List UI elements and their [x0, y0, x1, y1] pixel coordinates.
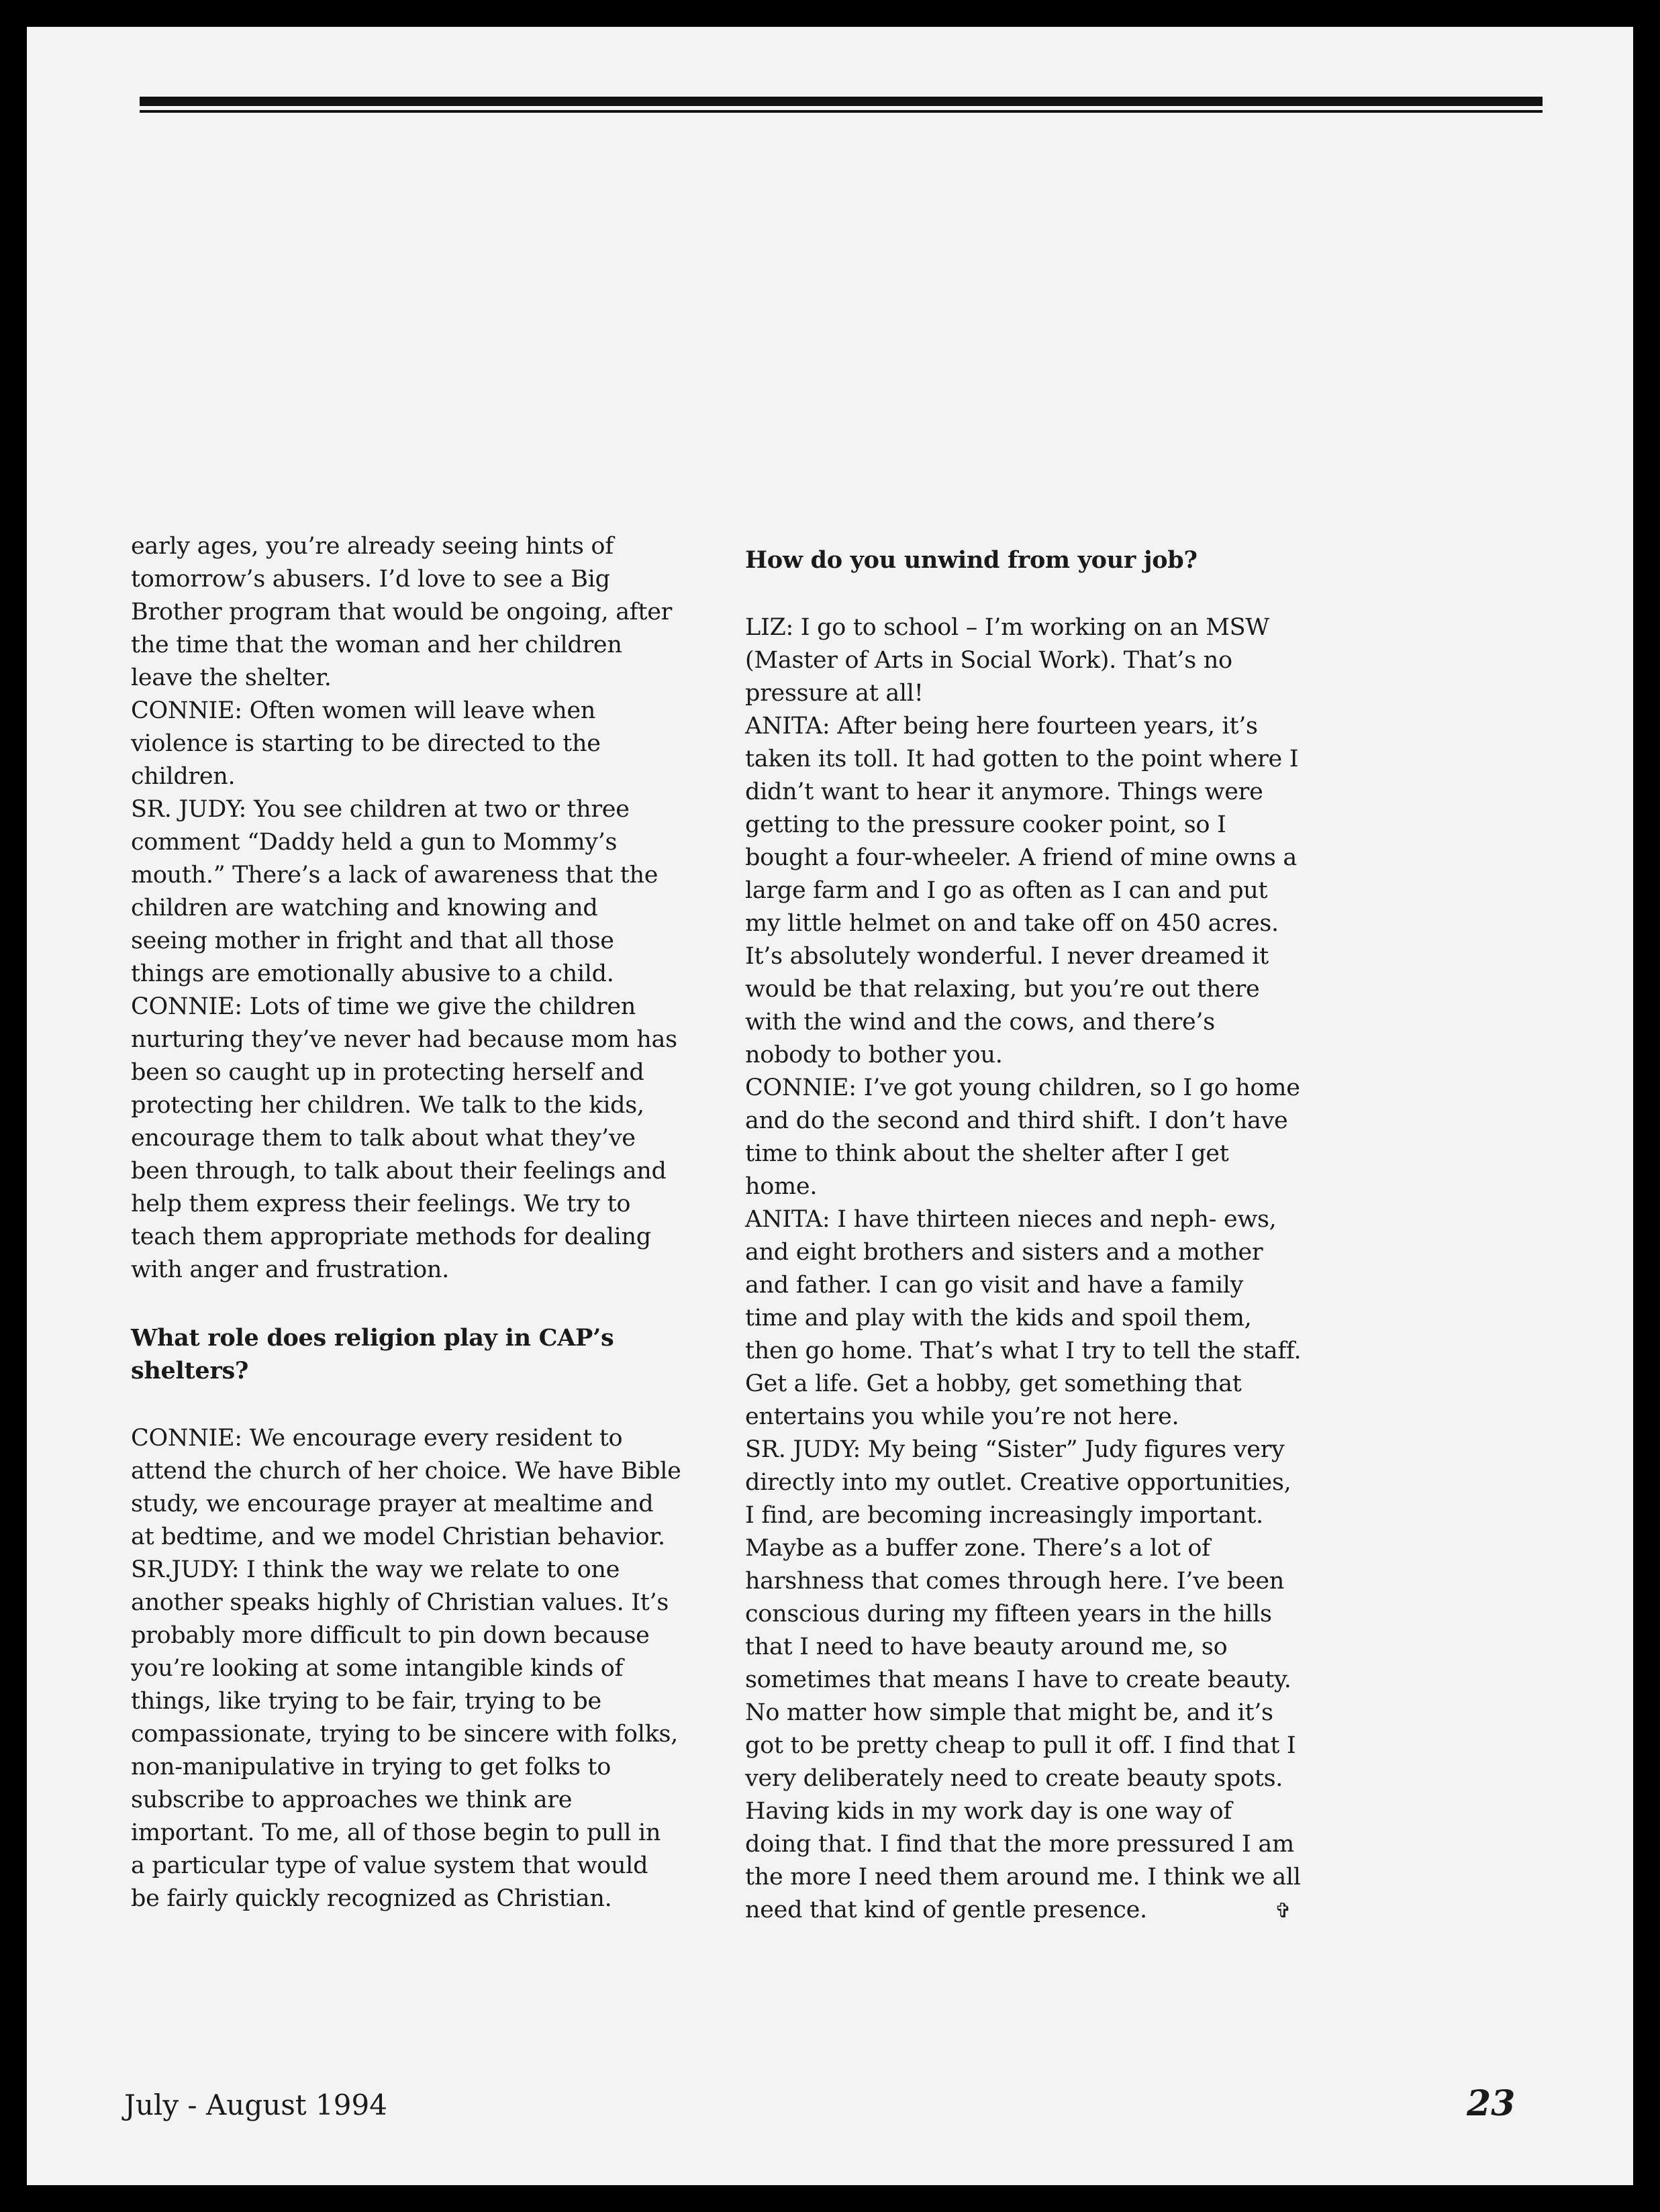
- paragraph: early ages, you’re already seeing hints of tomorrow’s abusers. I’d love to see a Big Brother program that would be ongoing, after the time that the woman and her children leave the shelter.: [131, 533, 673, 691]
- left-column: [131, 530, 681, 1915]
- paragraph: ANITA: I have thirteen nieces and neph- ews, and eight brothers and sisters and a mother and father. I can go visit and have a family time and play with the kids and spoil them, then go home. That’s what I try to tell the staff. Get a life. Get a hobby, get something that entertains you while you’re not here.: [745, 1206, 1302, 1430]
- paragraph-text: SR. JUDY: My being “Sister” Judy figures very directly into my outlet. Creative opportunities, I find, are becoming increasingly important. Maybe as a buffer zone. There’s a lot of harshness that comes through here. I’ve been conscious during my fifteen years in the hills that I need to have beauty around me, so sometimes that means I have to create beauty. No matter how simple that might be, and it’s got to be pretty cheap to pull it off. I find that I very deliberately need to create beauty spots. Having kids in my work day is one way of doing that. I find that the more pressured I am the more I need them around me. I think we all need that kind of gentle presence.: [745, 1436, 1301, 1923]
- page-number: 23: [1467, 2083, 1516, 2124]
- right-column: [745, 544, 1302, 1927]
- paragraph: CONNIE: I’ve got young children, so I go home and do the second and third shift. I don’t have time to think about the shelter after I get home.: [745, 1074, 1300, 1200]
- paragraph: CONNIE: We encourage every resident to attend the church of her choice. We have Bible study, we encourage prayer at mealtime and at bedtime, and we model Christian behavior.: [131, 1425, 681, 1550]
- paragraph: SR. JUDY: You see children at two or three comment “Daddy held a gun to Mommy’s mouth.” There’s a lack of awareness that the children are watching and knowing and seeing mother in fright and that all those things are emotionally abusive to a child.: [131, 796, 658, 987]
- magazine-page: [27, 27, 1633, 2185]
- issue-date: July - August 1994: [124, 2089, 387, 2121]
- paragraph: [745, 1434, 1302, 1927]
- paragraph: SR.JUDY: I think the way we relate to one another speaks highly of Christian values. It’s probably more difficult to pin down because you’re looking at some intangible kinds of things, like trying to be fair, trying to be compassionate, trying to be sincere with folks, non-manipulative in trying to get folks to subscribe to approaches we think are important. To me, all of those begin to pull in a particular type of value system that would be fairly quickly recognized as Christian.: [131, 1556, 678, 1912]
- section-heading: What role does religion play in CAP’s shelters?: [131, 1324, 614, 1385]
- paragraph: CONNIE: Lots of time we give the children nurturing they’ve never had because mom has been so caught up in protecting herself and protecting her children. We talk to the kids, encourage them to talk about what they’ve been through, to talk about their feelings and help them express their feelings. We try to teach them appropriate methods for dealing with anger and frustration.: [131, 993, 677, 1283]
- header-rule-thin: [140, 110, 1543, 113]
- paragraph: LIZ: I go to school – I’m working on an MSW (Master of Arts in Social Work). That’s no pressure at all!: [745, 614, 1269, 707]
- paragraph: ANITA: After being here fourteen years, it’s taken its toll. It had gotten to the point where I didn’t want to hear it anymore. Things were getting to the pressure cooker point, so I bought a four-wheeler. A friend of mine owns a large farm and I go as often as I can and put my little helmet on and take off on 450 acres. It’s absolutely wonderful. I never dreamed it would be that relaxing, but you’re out there with the wind and the cows, and there’s nobody to bother you.: [745, 713, 1299, 1068]
- section-heading: How do you unwind from your job?: [745, 546, 1198, 574]
- header-rule-thick: [140, 97, 1543, 106]
- paragraph: CONNIE: Often women will leave when violence is starting to be directed to the children.: [131, 697, 601, 790]
- end-of-article-icon: ✞: [1274, 1899, 1291, 1923]
